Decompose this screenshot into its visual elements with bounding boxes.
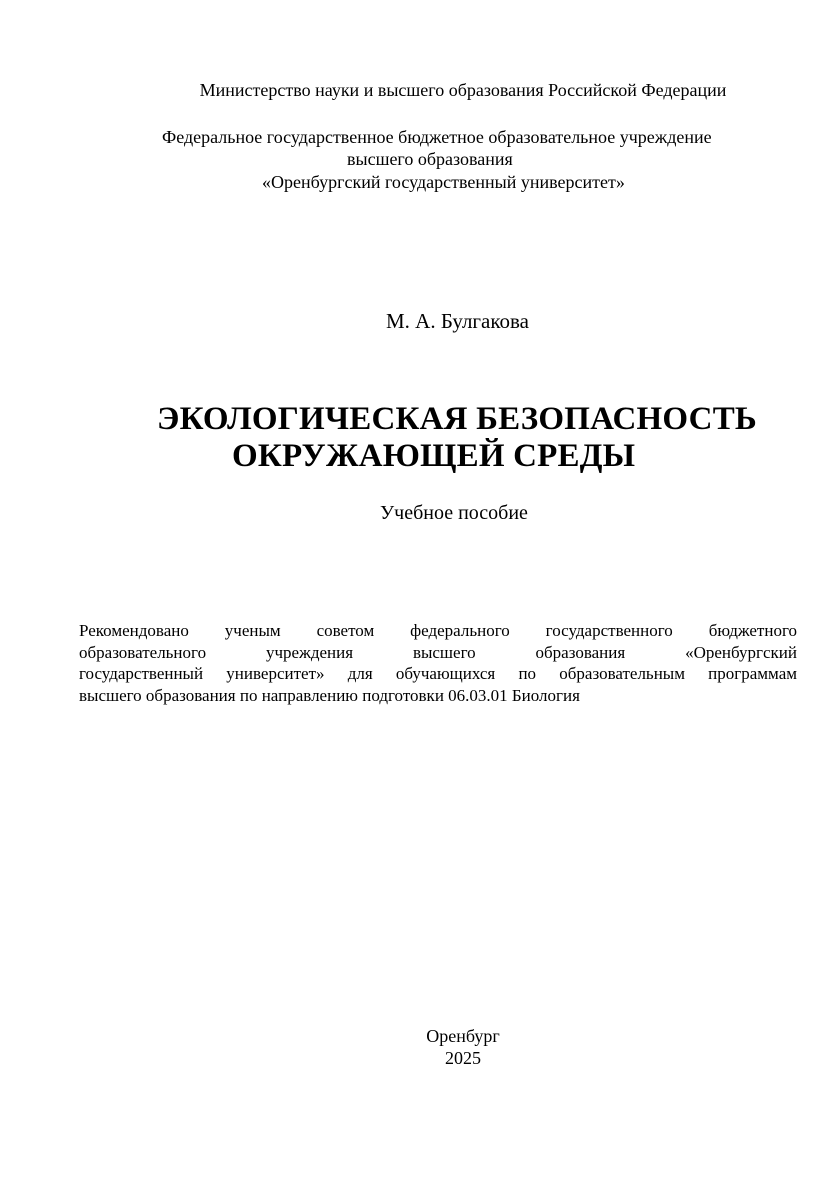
book-subtitle: Учебное пособие bbox=[380, 502, 528, 524]
recommendation-line: образовательного учреждения высшего образования «Оренбургский bbox=[79, 642, 797, 662]
book-title-line-1: ЭКОЛОГИЧЕСКАЯ БЕЗОПАСНОСТЬ bbox=[157, 401, 757, 437]
institution-line-1: Федеральное государственное бюджетное образовательное учреждение bbox=[162, 127, 712, 147]
publication-city: Оренбург bbox=[426, 1026, 500, 1046]
ministry-name: Министерство науки и высшего образования Российской Федерации bbox=[199, 80, 727, 100]
recommendation-paragraph bbox=[79, 620, 797, 706]
publication-year: 2025 bbox=[445, 1048, 481, 1068]
author-name: М. А. Булгакова bbox=[386, 309, 529, 333]
book-title-line-2: ОКРУЖАЮЩЕЙ СРЕДЫ bbox=[232, 438, 636, 474]
recommendation-line: высшего образования по направлению подготовки 06.03.01 Биология bbox=[79, 685, 580, 705]
institution-line-3: «Оренбургский государственный университет» bbox=[262, 172, 625, 192]
recommendation-line: государственный университет» для обучающихся по образовательным программам bbox=[79, 664, 797, 683]
recommendation-line: Рекомендовано ученым советом федерального государственного бюджетного bbox=[79, 621, 797, 640]
institution-line-2: высшего образования bbox=[347, 149, 513, 169]
